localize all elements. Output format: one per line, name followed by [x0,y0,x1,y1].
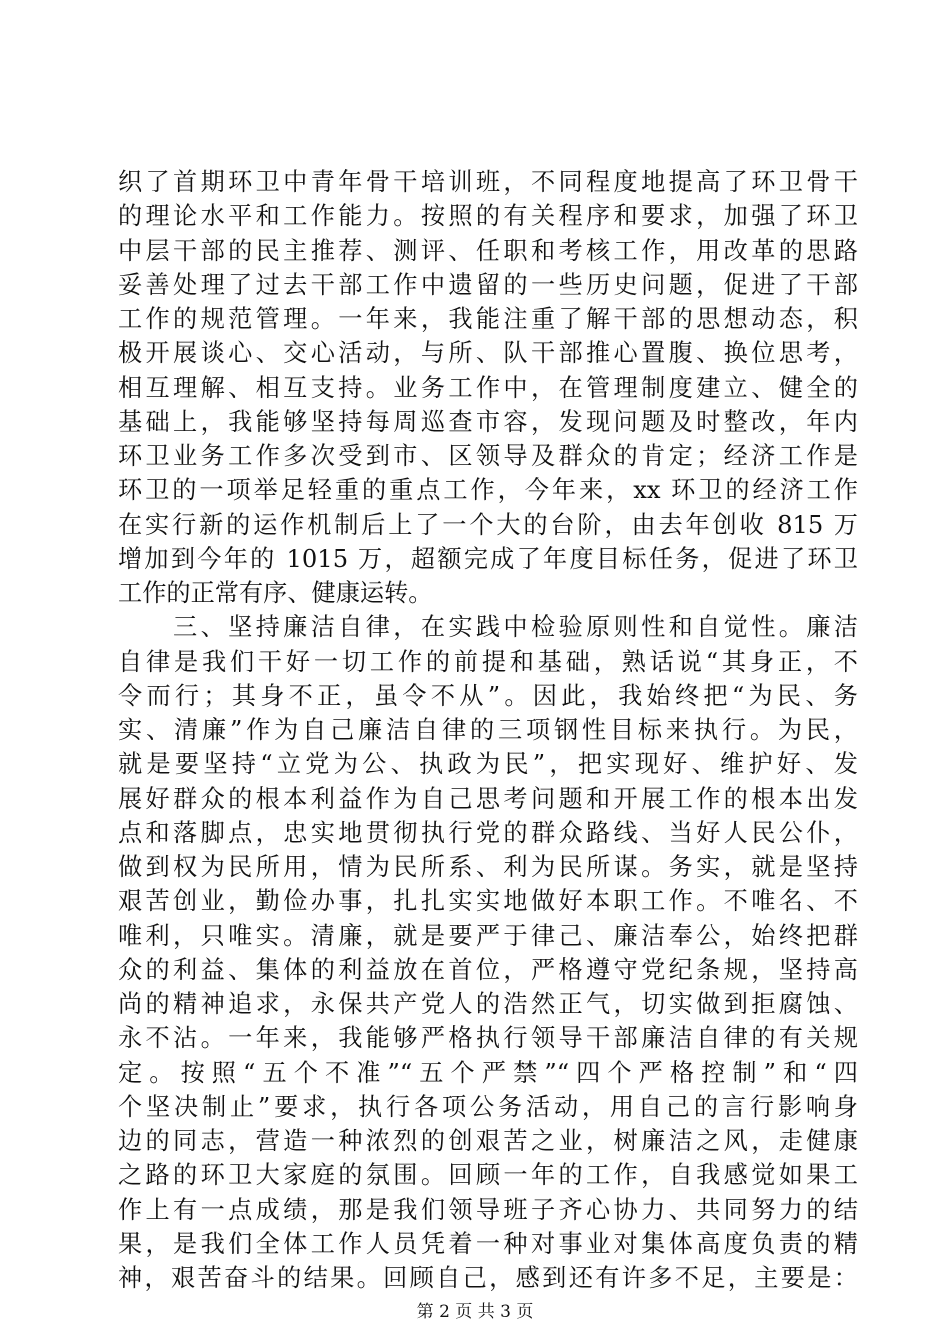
body-text-line: 之路的环卫大家庭的氛围。回顾一年的工作，自我感觉如果工 [118,1161,858,1189]
body-text-line: 唯利，只唯实。清廉，就是要严于律己、廉洁奉公，始终把群 [118,922,858,950]
body-text-line: 就是要坚持“立党为公、执政为民”，把实现好、维护好、发 [118,750,858,778]
body-text-line: 个坚决制止”要求，执行各项公务活动，用自己的言行影响身 [118,1093,858,1121]
body-text-line: 永不沾。一年来，我能够严格执行领导干部廉洁自律的有关规 [118,1024,858,1052]
body-text-line: 自律是我们干好一切工作的前提和基础，熟话说“其身正，不 [118,648,858,676]
body-text-line: 工作的规范管理。一年来，我能注重了解干部的思想动态，积 [118,305,858,333]
body-text-line: 定。按照“五个不准”“五个严禁”“四个严格控制”和“四 [118,1059,858,1087]
body-text-line: 极开展谈心、交心活动，与所、队干部推心置腹、换位思考， [118,339,858,367]
body-text-line: 工作的正常有序、健康运转。 [118,579,433,607]
body-text-line: 神，艰苦奋斗的结果。回顾自己，感到还有许多不足，主要是： [118,1264,858,1292]
paragraph-heading-line: 三、坚持廉洁自律，在实践中检验原则性和自觉性。廉洁 [118,613,858,641]
body-text-line: 点和落脚点，忠实地贯彻执行党的群众路线、当好人民公仆， [118,819,858,847]
body-text-line: 作上有一点成绩，那是我们领导班子齐心协力、共同努力的结 [118,1196,858,1224]
body-text-line: 环卫业务工作多次受到市、区领导及群众的肯定；经济工作是 [118,442,858,470]
body-text-line: 增加到今年的 1015 万，超额完成了年度目标任务，促进了环卫 [118,545,858,573]
body-text-line: 艰苦创业，勤俭办事，扎扎实实地做好本职工作。不唯名、不 [118,887,858,915]
body-text-line: 实、清廉”作为自己廉洁自律的三项钢性目标来执行。为民， [118,716,858,744]
body-text-line: 妥善处理了过去干部工作中遗留的一些历史问题，促进了干部 [118,271,858,299]
body-text-line: 相互理解、相互支持。业务工作中，在管理制度建立、健全的 [118,374,858,402]
body-text-line: 果，是我们全体工作人员凭着一种对事业对集体高度负责的精 [118,1230,858,1258]
body-text-line: 众的利益、集体的利益放在首位，严格遵守党纪条规，坚持高 [118,956,858,984]
body-text-line: 织了首期环卫中青年骨干培训班，不同程度地提高了环卫骨干 [118,168,858,196]
body-text-line: 基础上，我能够坚持每周巡查市容，发现问题及时整改，年内 [118,408,858,436]
body-text-line: 环卫的一项举足轻重的重点工作，今年来，xx 环卫的经济工作 [118,476,858,504]
body-text-line: 做到权为民所用，情为民所系、利为民所谋。务实，就是坚持 [118,853,858,881]
body-text-line: 的理论水平和工作能力。按照的有关程序和要求，加强了环卫 [118,202,858,230]
page-number-footer: 第 2 页 共 3 页 [416,1302,534,1322]
body-text-line: 边的同志，营造一种浓烈的创艰苦之业，树廉洁之风，走健康 [118,1127,858,1155]
body-text-line: 展好群众的根本利益作为自己思考问题和开展工作的根本出发 [118,785,858,813]
body-text-line: 中层干部的民主推荐、测评、任职和考核工作，用改革的思路 [118,237,858,265]
body-text-line: 尚的精神追求，永保共产党人的浩然正气，切实做到拒腐蚀、 [118,990,858,1018]
body-text-line: 令而行；其身不正，虽令不从”。因此，我始终把“为民、务 [118,682,858,710]
body-text-line: 在实行新的运作机制后上了一个大的台阶，由去年创收 815 万 [118,511,858,539]
